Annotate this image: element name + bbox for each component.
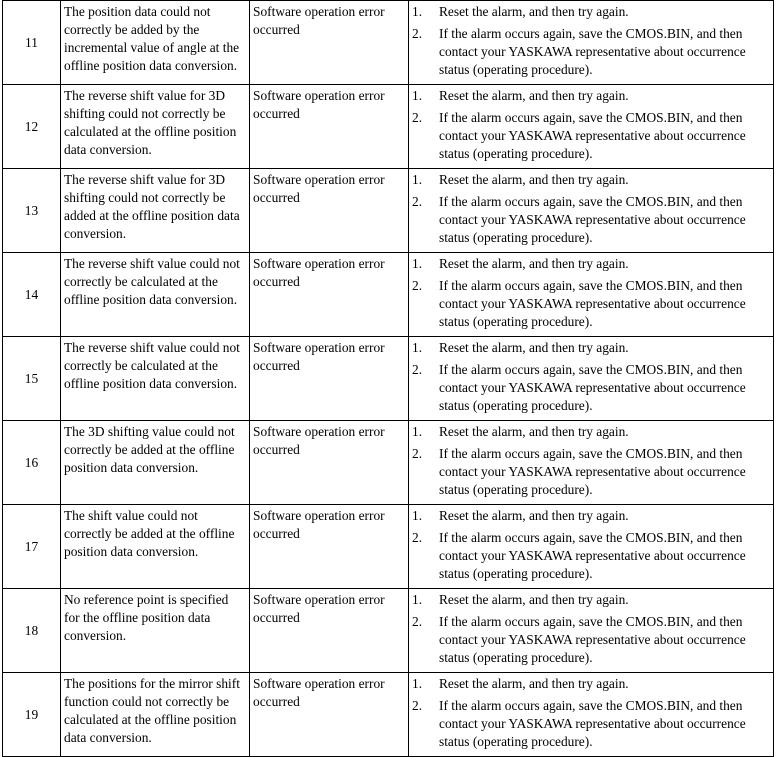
remedy-step-number: 2. — [412, 446, 423, 461]
alarm-description: The reverse shift value could not correctly be calculated at the offline position data conversion. — [61, 253, 250, 337]
subcode-number: 17 — [3, 505, 61, 589]
remedy-step — [412, 193, 770, 247]
remedy-step-text: Reset the alarm, and then try again. — [439, 424, 629, 439]
alarm-remedy — [409, 421, 774, 505]
alarm-remedy — [409, 673, 774, 757]
remedy-steps — [412, 423, 770, 499]
alarm-cause: Software operation error occurred — [250, 421, 409, 505]
alarm-cause: Software operation error occurred — [250, 505, 409, 589]
subcode-number: 11 — [3, 1, 61, 85]
alarm-cause: Software operation error occurred — [250, 253, 409, 337]
alarm-cause: Software operation error occurred — [250, 673, 409, 757]
remedy-step-text: Reset the alarm, and then try again. — [439, 676, 629, 691]
remedy-step-number: 2. — [412, 698, 423, 713]
alarm-cause: Software operation error occurred — [250, 589, 409, 673]
remedy-step-text: Reset the alarm, and then try again. — [439, 172, 629, 187]
table-body — [3, 1, 774, 757]
remedy-step-text: If the alarm occurs again, save the CMOS.BIN, and then contact your YASKAWA representative about occurrence status (operating procedure). — [439, 110, 746, 161]
alarm-description: The reverse shift value could not correctly be calculated at the offline position data conversion. — [61, 337, 250, 421]
table-row — [3, 589, 774, 673]
remedy-step — [412, 87, 770, 105]
alarm-cause: Software operation error occurred — [250, 85, 409, 169]
remedy-step-text: If the alarm occurs again, save the CMOS.BIN, and then contact your YASKAWA representative about occurrence status (operating procedure). — [439, 26, 746, 77]
remedy-step — [412, 171, 770, 189]
remedy-step — [412, 613, 770, 667]
remedy-step-text: Reset the alarm, and then try again. — [439, 592, 629, 607]
remedy-step — [412, 507, 770, 525]
remedy-steps — [412, 675, 770, 751]
remedy-step-text: If the alarm occurs again, save the CMOS.BIN, and then contact your YASKAWA representative about occurrence status (operating procedure). — [439, 698, 746, 749]
remedy-step — [412, 25, 770, 79]
remedy-step-number: 2. — [412, 26, 423, 41]
alarm-remedy — [409, 1, 774, 85]
remedy-step-number: 1. — [412, 88, 423, 103]
remedy-step — [412, 697, 770, 751]
remedy-step — [412, 339, 770, 357]
remedy-step-text: If the alarm occurs again, save the CMOS.BIN, and then contact your YASKAWA representative about occurrence status (operating procedure). — [439, 446, 746, 497]
remedy-step-number: 1. — [412, 424, 423, 439]
remedy-step-number: 1. — [412, 172, 423, 187]
subcode-number: 12 — [3, 85, 61, 169]
remedy-step — [412, 277, 770, 331]
remedy-steps — [412, 87, 770, 163]
remedy-steps — [412, 255, 770, 331]
remedy-step-text: Reset the alarm, and then try again. — [439, 4, 629, 19]
subcode-number: 18 — [3, 589, 61, 673]
remedy-step-number: 2. — [412, 194, 423, 209]
remedy-step-number: 2. — [412, 530, 423, 545]
alarm-remedy — [409, 505, 774, 589]
table-row — [3, 673, 774, 757]
alarm-remedy — [409, 589, 774, 673]
remedy-steps — [412, 3, 770, 79]
alarm-cause: Software operation error occurred — [250, 1, 409, 85]
remedy-step-text: If the alarm occurs again, save the CMOS.BIN, and then contact your YASKAWA representative about occurrence status (operating procedure). — [439, 278, 746, 329]
table-row — [3, 253, 774, 337]
remedy-step-number: 1. — [412, 508, 423, 523]
subcode-number: 13 — [3, 169, 61, 253]
remedy-steps — [412, 339, 770, 415]
alarm-description: The reverse shift value for 3D shifting could not correctly be calculated at the offline position data conversion. — [61, 85, 250, 169]
subcode-number: 14 — [3, 253, 61, 337]
table-row — [3, 337, 774, 421]
remedy-step-text: Reset the alarm, and then try again. — [439, 340, 629, 355]
remedy-step-number: 1. — [412, 676, 423, 691]
remedy-step — [412, 423, 770, 441]
remedy-step — [412, 255, 770, 273]
remedy-step — [412, 675, 770, 693]
alarm-cause: Software operation error occurred — [250, 169, 409, 253]
remedy-steps — [412, 507, 770, 583]
alarm-description: The position data could not correctly be added by the incremental value of angle at the offline position data conversion. — [61, 1, 250, 85]
remedy-step — [412, 109, 770, 163]
alarm-cause: Software operation error occurred — [250, 337, 409, 421]
remedy-step-number: 1. — [412, 592, 423, 607]
remedy-step — [412, 3, 770, 21]
remedy-step-text: If the alarm occurs again, save the CMOS.BIN, and then contact your YASKAWA representative about occurrence status (operating procedure). — [439, 194, 746, 245]
alarm-description: The 3D shifting value could not correctly be added at the offline position data conversion. — [61, 421, 250, 505]
remedy-step-text: Reset the alarm, and then try again. — [439, 508, 629, 523]
table-row — [3, 85, 774, 169]
remedy-steps — [412, 591, 770, 667]
alarm-remedy — [409, 85, 774, 169]
remedy-step-text: If the alarm occurs again, save the CMOS.BIN, and then contact your YASKAWA representative about occurrence status (operating procedure). — [439, 614, 746, 665]
alarm-description: The reverse shift value for 3D shifting could not correctly be added at the offline position data conversion. — [61, 169, 250, 253]
remedy-step-number: 1. — [412, 256, 423, 271]
alarm-description: The shift value could not correctly be added at the offline position data conversion. — [61, 505, 250, 589]
table-row — [3, 505, 774, 589]
remedy-steps — [412, 171, 770, 247]
table-row — [3, 169, 774, 253]
remedy-step-text: Reset the alarm, and then try again. — [439, 256, 629, 271]
alarm-subcode-table — [2, 0, 774, 757]
remedy-step — [412, 361, 770, 415]
table-row — [3, 1, 774, 85]
remedy-step-number: 2. — [412, 278, 423, 293]
remedy-step-text: Reset the alarm, and then try again. — [439, 88, 629, 103]
remedy-step-text: If the alarm occurs again, save the CMOS.BIN, and then contact your YASKAWA representative about occurrence status (operating procedure). — [439, 362, 746, 413]
alarm-remedy — [409, 253, 774, 337]
remedy-step-number: 2. — [412, 614, 423, 629]
remedy-step — [412, 445, 770, 499]
remedy-step — [412, 591, 770, 609]
alarm-remedy — [409, 169, 774, 253]
remedy-step-number: 1. — [412, 340, 423, 355]
table-row — [3, 421, 774, 505]
remedy-step-number: 1. — [412, 4, 423, 19]
subcode-number: 19 — [3, 673, 61, 757]
remedy-step-number: 2. — [412, 110, 423, 125]
alarm-description: The positions for the mirror shift function could not correctly be calculated at the offline position data conversion. — [61, 673, 250, 757]
subcode-number: 15 — [3, 337, 61, 421]
remedy-step-text: If the alarm occurs again, save the CMOS.BIN, and then contact your YASKAWA representative about occurrence status (operating procedure). — [439, 530, 746, 581]
remedy-step-number: 2. — [412, 362, 423, 377]
remedy-step — [412, 529, 770, 583]
alarm-remedy — [409, 337, 774, 421]
subcode-number: 16 — [3, 421, 61, 505]
alarm-description: No reference point is specified for the offline position data conversion. — [61, 589, 250, 673]
